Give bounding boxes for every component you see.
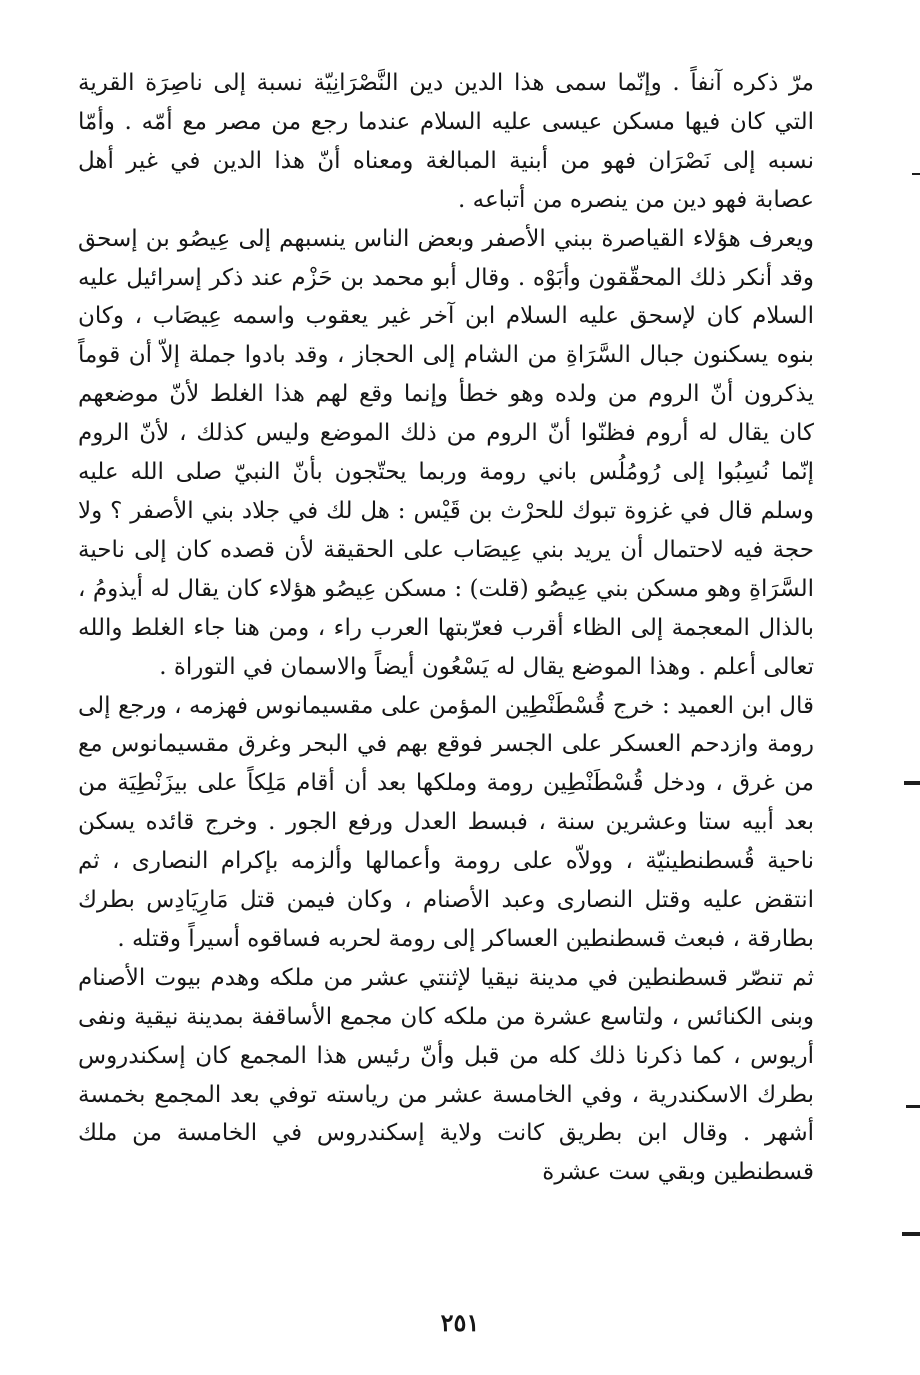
scan-edge-mark [906, 1105, 920, 1108]
document-body [78, 64, 814, 1192]
paragraph-2: ويعرف هؤلاء القياصرة ببني الأصفر وبعض الناس ينسبهم إلى عِيصُو بن إسحق وقد أنكر ذلك المحقّقون وأبَوْه . وقال أبو محمد بن حَزْم عند ذكر إسرائيل عليه السلام كان لإسحق عليه السلام ابن آخر غير يعقوب واسمه عِيصَاب ، وكان بنوه يسكنون جبال السَّرَاةِ من الشام إلى الحجاز ، وقد بادوا جملة إلاّ أن قوماً يذكرون أنّ الروم من ولده وهو خطأ وإنما وقع لهم هذا الغلط لأنّ موضعهم كان يقال له أروم فظنّوا أنّ الروم من ذلك الموضع وليس كذلك ، لأنّ الروم إنّما نُسِبُوا إلى رُومُلُس باني رومة وربما يحتّجون بأنّ النبيّ صلى الله عليه وسلم قال في غزوة تبوك للحرْث بن قَيْس : هل لك في جلاد بني الأصفر ؟ ولا حجة فيه لاحتمال أن يريد بني عِيصَاب على الحقيقة لأن قصده كان إلى ناحية السَّرَاةِ وهو مسكن بني عِيصُو (قلت) : مسكن عِيصُو هؤلاء كان يقال له أيذومُ ، بالذال المعجمة إلى الظاء أقرب فعرّبتها العرب راء ، ومن هنا جاء الغلط والله تعالى أعلم . وهذا الموضع يقال له يَسْعُون أيضاً والاسمان في التوراة . [78, 225, 814, 680]
paragraph-3: قال ابن العميد : خرج قُسْطَنْطِين المؤمن على مقسيمانوس فهزمه ، ورجع إلى رومة وازدحم العسكر على الجسر فوقع بهم في البحر وغرق مقسيمانوس مع من غرق ، ودخل قُسْطَنْطِين رومة وملكها بعد أن أقام مَلِكاً على بيزَنْطِيَة من بعد أبيه ستا وعشرين سنة ، فبسط العدل ورفع الجور . وخرج قائده يسكن ناحية قُسطنطينيّة ، وولاّه على رومة وأعمالها وألزمه بإكرام النصارى ، ثم انتقض عليه وقتل النصارى وعبد الأصنام ، وكان فيمن قتل مَارِيَادِس بطرك بطارقة ، فبعث قسطنطين العساكر إلى رومة لحربه فساقوه أسيراً وقتله . [78, 692, 814, 952]
page-number: ٢٥١ [440, 1308, 480, 1337]
scan-edge-mark [904, 781, 920, 785]
paragraph-4: ثم تنصّر قسطنطين في مدينة نيقيا لإثنتي عشر من ملكه وهدم بيوت الأصنام وبنى الكنائس ، ولتاسع عشرة من ملكه كان مجمع الأساقفة بمدينة نيقية ونفى أريوس ، كما ذكرنا ذلك كله من قبل وأنّ رئيس هذا المجمع كان إسكندروس بطرك الاسكندرية ، وفي الخامسة عشر من رياسته توفي بعد المجمع بخمسة أشهر . وقال ابن بطريق كانت ولاية إسكندروس في الخامسة من ملك قسطنطين وبقي ست عشرة [78, 964, 814, 1186]
scan-edge-mark [902, 1232, 920, 1236]
scan-edge-mark [912, 173, 920, 175]
paragraph-1: مرّ ذكره آنفاً . وإنّما سمى هذا الدين دين النَّصْرَانِيّة نسبة إلى ناصِرَة القرية التي كان فيها مسكن عيسى عليه السلام عندما رجع من مصر مع أمّه . وأمّا نسبه إلى نَصْرَان فهو من أبنية المبالغة ومعناه أنّ هذا الدين في غير أهل عصابة فهو دين من ينصره من أتباعه . [78, 70, 814, 213]
